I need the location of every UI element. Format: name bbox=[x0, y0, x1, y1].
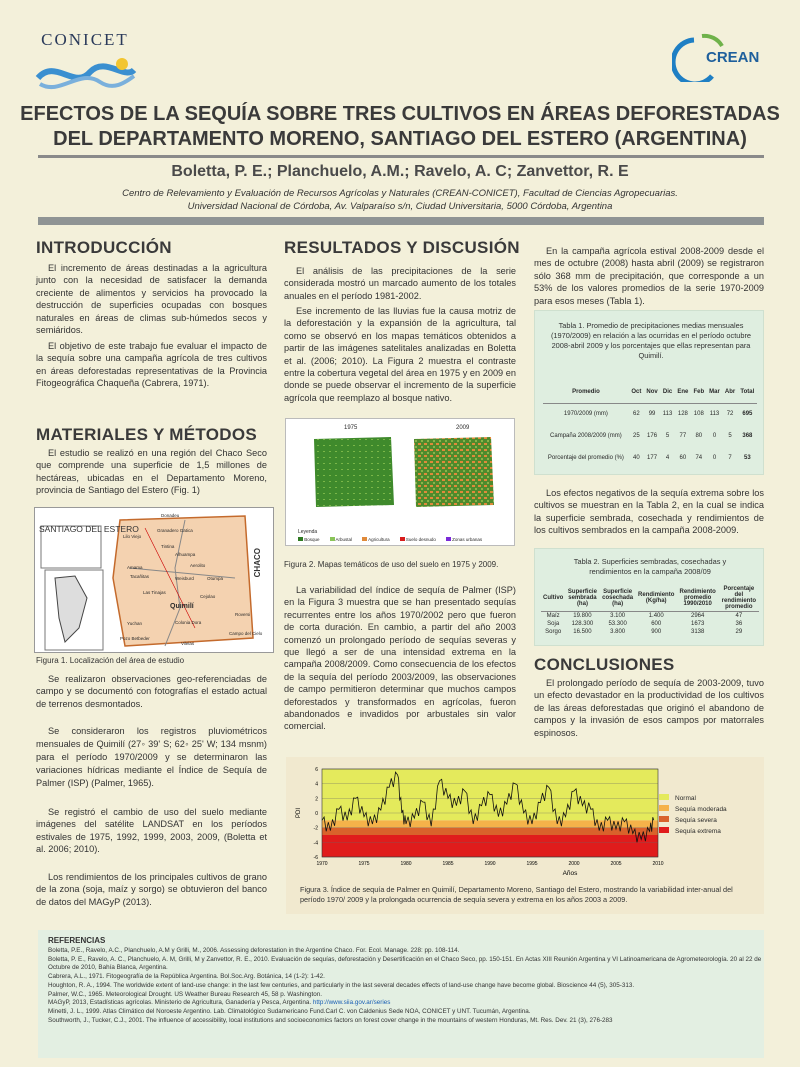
fig2-legend bbox=[298, 537, 482, 542]
map-year-2009: 2009 bbox=[456, 425, 470, 431]
table-cell: 80 bbox=[695, 433, 703, 439]
x-tick-label: 1985 bbox=[442, 861, 454, 867]
table-header-cell: Superficie sembrada (ha) bbox=[565, 585, 599, 612]
band-sequía-extrema bbox=[322, 835, 658, 857]
col3-paragraph-2: Los efectos negativos de la sequía extrema sobre los cultivos se muestran en la Tabla 2, en la cual se indica la superficie sembrada, cosechada y rendimientos de los cultivos sembrados en la campaña 2008-2009. bbox=[534, 488, 764, 536]
reference-item: Minetti, J. L., 1999. Atlas Climático del Noroeste Argentino. Lab. Climatológico Sudamericano Fund.Carl C. von Caldenius Sede NOA, CONICET y UNT. Tucumán, Argentina. bbox=[48, 1007, 531, 1015]
y-tick-label: -6 bbox=[313, 855, 318, 861]
poster-title: EFECTOS DE LA SEQUÍA SOBRE TRES CULTIVOS EN ÁREAS DEFORESTADAS DEL DEPARTAMENTO MORENO, SANTIAGO DEL ESTERO (ARGENTINA) bbox=[20, 103, 780, 150]
x-tick-label: 1975 bbox=[358, 861, 370, 867]
x-tick-label: 1970 bbox=[316, 861, 328, 867]
figure-3-box bbox=[286, 757, 764, 914]
fig2-legend-title: Leyenda bbox=[298, 529, 318, 535]
x-axis-label: Años bbox=[562, 870, 578, 877]
pdi-legend bbox=[659, 793, 727, 837]
table-cell: 19.800 bbox=[573, 613, 592, 619]
table-cell: 3138 bbox=[690, 629, 705, 635]
legend-item: Agricultura bbox=[362, 537, 390, 542]
table-cell: 177 bbox=[647, 455, 658, 461]
legend-item: Suelo desnudo bbox=[400, 537, 436, 542]
table-header-cell: Dic bbox=[660, 381, 675, 403]
map-chaco-label: CHACO bbox=[253, 548, 262, 578]
table-2-box bbox=[534, 548, 764, 646]
svg-text:CREAN: CREAN bbox=[706, 49, 760, 66]
table-cell: 4 bbox=[665, 455, 670, 461]
map-town: Lilo Viejo bbox=[123, 534, 142, 539]
table-row bbox=[543, 403, 757, 425]
x-tick-label: 2000 bbox=[568, 861, 580, 867]
table-1-box bbox=[534, 310, 764, 475]
y-tick-label: 0 bbox=[315, 811, 318, 817]
reference-item: MAGyP, 2013, Estadísticas agrícolas. Ministerio de Agricultura, Ganadería y Pesca, Argentina. http://www.siia.gov.ar/series bbox=[48, 999, 391, 1007]
table-cell: Porcentaje del promedio (%) bbox=[547, 455, 624, 461]
table-header-cell: Superficie cosechada (ha) bbox=[600, 585, 636, 612]
table-cell: 1673 bbox=[690, 621, 705, 627]
y-tick-label: 6 bbox=[315, 767, 318, 773]
table-cell: 176 bbox=[647, 433, 658, 439]
table-cell: 5 bbox=[728, 433, 732, 439]
table-cell: 600 bbox=[651, 621, 662, 627]
table-cell: 62 bbox=[632, 411, 640, 418]
map-town: Tacañitas bbox=[130, 574, 150, 579]
x-tick-label: 1980 bbox=[400, 861, 412, 867]
table-cell: 2964 bbox=[690, 613, 705, 619]
map-town: Las Tinajas bbox=[143, 590, 166, 595]
reference-item: Cabrera, A.L., 1971. Fitogeografía de la República Argentina. Bol.Soc.Arg. Botánica, 14 (1-2): 1-42. bbox=[48, 973, 325, 981]
methods-paragraph-1: El estudio se realizó en una región del Chaco Seco que comprende una superficie de 1,5 millones de hectáreas, ubicadas en el Departamento Moreno, provincia de Santiago del Estero (Fig. 1) bbox=[36, 448, 267, 496]
reference-link[interactable]: http://www.siia.gov.ar/series bbox=[311, 999, 391, 1007]
table-header-cell: Ene bbox=[675, 381, 691, 403]
legend-label: Sequía severa bbox=[675, 817, 717, 824]
conicet-emblem-icon bbox=[30, 50, 140, 98]
authors: Boletta, P. E.; Planchuelo, A.M.; Ravelo, A. C; Zanvettor, R. E bbox=[171, 163, 629, 180]
table-row bbox=[541, 612, 759, 621]
conclusions-heading: CONCLUSIONES bbox=[534, 655, 675, 674]
map-title: SANTIAGO DEL ESTERO bbox=[39, 524, 139, 534]
map-town: Colonia Dora bbox=[175, 620, 202, 625]
results-paragraph-3: La variabilidad del índice de sequía de Palmer (ISP) en la Figura 3 muestra que se han presentado sequías recurrentes entre los años 1970/2002 pero que fueron de corta duración. En cambio, a partir del año 2003 comenzó un prolongado período de sequías severas y que llegó a ser de una intensidad extrema en la campaña 2008/2009. Como consecuencia de los efectos de la sequía del período 2003/2009, las observaciones de campo permitieron determinar que muchos campos deforestados y transformados en agrícolas, fueron abandonados e invadidos por arbustales sin valor comercial. bbox=[284, 585, 516, 732]
results-paragraph-2: Ese incremento de las lluvias fue la causa motriz de la deforestación y la expansión de la agricultura, tal como se observó en los mapas temáticos obtenidos a partir de las imágenes satelitales analizadas en Boletta et al. (2006; 2010). La Figura 2 muestra el contraste entre la cobertura vegetal del área en 1975 y en 2009 en donde se puede observar el incremento de la superficie agrícola que reemplazo al bosque nativo. bbox=[284, 306, 516, 403]
table-cell: 108 bbox=[693, 411, 704, 418]
table-cell: 99 bbox=[648, 411, 656, 418]
table-row bbox=[543, 447, 757, 469]
map-town: Pozo Betbeder bbox=[120, 636, 150, 641]
table-1-caption: Tabla 1. Promedio de precipitaciones medias mensuales (1970/2009) en relación a las ocurridas en el período octubre 2008-abril 2009 y los porcentajes que ellas representan para Quimilí. bbox=[550, 321, 752, 360]
map-town: Yuchan bbox=[127, 621, 143, 626]
y-axis-label: PDI bbox=[296, 807, 302, 819]
legend-swatch bbox=[659, 827, 669, 833]
legend-item: Arbustal bbox=[330, 537, 353, 542]
legend-swatch bbox=[659, 816, 669, 822]
location-map bbox=[34, 507, 274, 653]
map-town: Cejolao bbox=[200, 594, 216, 599]
map-town: Donadeu bbox=[161, 513, 180, 518]
legend-item: Zonas urbanas bbox=[446, 537, 482, 542]
affiliation-line-1: Centro de Relevamiento y Evaluación de Recursos Agrícolas y Naturales (CREAN-CONICET), Facultad de Ciencias Agropecuarias. bbox=[122, 188, 678, 199]
table-header-cell: Rendimiento promedio 1990/2010 bbox=[677, 585, 719, 612]
reference-item: Houghton, R. A., 1994. The worldwide extent of land-use change: in the last few centuries, and particularly in the last several decades effects of land-use change have become global. Bioscience 44 (5), 305-313. bbox=[48, 981, 635, 989]
table-cell: 0 bbox=[712, 455, 717, 461]
map-year-1975: 1975 bbox=[344, 425, 358, 431]
legend-item: Bosque bbox=[298, 537, 320, 542]
table-cell: 60 bbox=[679, 455, 687, 461]
table-header-cell: Cultivo bbox=[541, 585, 565, 612]
table-header-cell: Promedio bbox=[543, 381, 629, 403]
y-tick-label: 2 bbox=[315, 796, 318, 803]
conclusions-text: El prolongado período de sequía de 2003-2009, tuvo un efecto devastador en la productividad de los cultivos de las áreas deforestadas que originó el abandono de campos y la invasión de esos campos por matorrales espinosos. bbox=[534, 678, 764, 738]
table-cell: Maíz bbox=[546, 613, 560, 619]
conicet-wordmark: CONICET bbox=[41, 30, 129, 49]
intro-paragraph-1: El incremento de áreas destinadas a la agricultura junto con la necesidad de satisfacer la demanda creciente de alimentos y servicios ha provocado la destrucción de superficies ocupadas con bosques naturales en áreas de climas sub-húmedos secos y semiáridos. bbox=[36, 263, 267, 336]
table-cell: 1.400 bbox=[648, 613, 664, 619]
table-cell: 128.300 bbox=[571, 621, 594, 627]
table-cell: 368 bbox=[742, 433, 753, 439]
map-town: Vilelas bbox=[181, 641, 195, 646]
table-cell: 3.800 bbox=[610, 629, 626, 635]
table-header-cell: Total bbox=[738, 381, 757, 403]
pdi-legend-item bbox=[659, 826, 727, 837]
table-cell: 47 bbox=[735, 613, 743, 619]
map-town: Alhuampa bbox=[175, 552, 196, 557]
intro-paragraph-2: El objetivo de este trabajo fue evaluar el impacto de la sequía sobre una campaña agrícola de tres cultivos en áreas deforestadas representativas de la Provincia Fitogeográfica Chaqueña (Cabrera, 1971). bbox=[36, 341, 267, 389]
table-cell: 113 bbox=[709, 411, 720, 418]
map-town: Amama bbox=[127, 565, 143, 570]
table-header-cell: Oct bbox=[629, 381, 644, 403]
map-town: Tintina bbox=[161, 544, 175, 549]
references-heading: REFERENCIAS bbox=[48, 936, 106, 945]
table-header-cell: Nov bbox=[644, 381, 660, 403]
affiliation-line-2: Universidad Nacional de Córdoba, Av. Valparaíso s/n, Ciudad Universitaria, 5000 Córdoba, Argentina bbox=[187, 201, 613, 212]
table-cell: Campaña 2008/2009 (mm) bbox=[550, 433, 622, 439]
reference-item: Boletta, P. E., Ravelo, A. C., Planchuelo, A. M, Grilli, M y Zanvettor, R. E., 2010. Evaluación de sequías, deforestación y Desertificación en el Chaco Seco, pp. 150-151. En Actas XIII Reunión Argentina y VI Latinoamericana de Agrometeorología. 20 al 22 de Octubre de 2010, Bahía Blanca, Argentina. bbox=[48, 955, 762, 972]
methods-paragraph-3: Se consideraron los registros pluviométricos mensuales de Quimilí (27◦ 39' S; 62◦ 25' W; 134 msnm) para el período 1970/2009 y se determinaron las variaciones hídricas mediante el Índice de Sequía de Palmer (ISP) (Palmer, 1965). bbox=[36, 726, 267, 788]
table-2-caption: Tabla 2. Superficies sembradas, cosechadas y rendimientos en la campaña 2008/09 bbox=[573, 557, 727, 576]
table-cell: 113 bbox=[662, 411, 673, 418]
col3-paragraph-1: En la campaña agrícola estival 2008-2009 desde el mes de octubre (2008) hasta abril (2009) se registraron sólo 368 mm de precipitación, que corresponde a un 53% de los valores promedios de la serie 1970-2009 para esos meses (Tabla 1). bbox=[534, 246, 764, 306]
pdi-legend-item bbox=[659, 804, 727, 815]
table-cell: 29 bbox=[735, 629, 743, 635]
intro-heading: INTRODUCCIÓN bbox=[36, 238, 172, 257]
land-use-maps bbox=[285, 418, 515, 546]
table-cell: 53 bbox=[744, 455, 751, 461]
table-cell: 900 bbox=[651, 629, 662, 635]
table-cell: 7 bbox=[728, 455, 732, 461]
table-2 bbox=[541, 585, 759, 636]
table-cell: 53.300 bbox=[608, 621, 627, 627]
table-cell: Soja bbox=[547, 621, 560, 627]
table-row bbox=[543, 425, 757, 447]
y-tick-label: -4 bbox=[313, 840, 318, 847]
legend-label: Sequía extrema bbox=[675, 828, 721, 835]
map-town-quimili: Quimilí bbox=[170, 603, 194, 610]
legend-swatch bbox=[659, 805, 669, 811]
header-band bbox=[38, 217, 764, 225]
title-divider bbox=[38, 155, 764, 158]
figure-2-caption: Figura 2. Mapas temáticos de uso del suelo en 1975 y 2009. bbox=[284, 560, 499, 569]
reference-item: Boletta, P.E., Ravelo, A.C., Planchuelo, A.M y Grilli, M., 2006. Assessing deforestation in the Argentine Chaco. For. Ecol. Manage. 228: pp. 108-114. bbox=[48, 947, 460, 954]
band-sequía-severa bbox=[322, 828, 658, 835]
table-cell: 74 bbox=[695, 455, 703, 461]
table-cell: 36 bbox=[735, 621, 743, 627]
table-header-cell: Rendimiento (Kg/ha) bbox=[636, 585, 677, 612]
y-tick-label: -2 bbox=[313, 825, 318, 832]
table-cell: 72 bbox=[726, 411, 734, 418]
map-town: Roversi bbox=[235, 612, 251, 617]
x-tick-label: 2005 bbox=[610, 861, 622, 867]
table-cell: 695 bbox=[742, 411, 753, 418]
table-cell: 3.100 bbox=[610, 613, 626, 619]
table-cell: 77 bbox=[679, 433, 687, 439]
reference-item: Southworth, J., Tucker, C.J., 2001. The influence of accessibility, local institutions and socioeconomics factors on forest cover change in the mountains of western Honduras, Mt. Res. Dev. 21 (3), 276-283 bbox=[48, 1016, 613, 1024]
table-cell: 40 bbox=[632, 455, 640, 461]
crean-logo bbox=[672, 32, 772, 82]
table-cell: Sorgo bbox=[545, 629, 562, 635]
table-header-cell: Porcentaje del rendimiento promedio bbox=[719, 585, 759, 612]
results-paragraph-1: El análisis de las precipitaciones de la serie considerada mostró un marcado aumento de los totales anuales en el período 1981-2002. bbox=[284, 266, 516, 301]
map-town: Campo del Cielo bbox=[229, 631, 263, 636]
affiliation bbox=[20, 187, 780, 213]
legend-swatch bbox=[659, 794, 669, 800]
table-header-cell: Abr bbox=[722, 381, 737, 403]
table-cell: 0 bbox=[712, 433, 717, 439]
table-header-cell: Mar bbox=[707, 381, 723, 403]
figure-3-caption: Figura 3. Índice de sequía de Palmer en Quimilí, Departamento Moreno, Santiago del Estero, mostrando la variabilidad inter-anual del período 1970/ 2009 y la prolongada ocurrencia de sequía severa y extrema en los años 2003 a 2009. bbox=[300, 885, 733, 904]
reference-item: Palmer, W.C., 1965. Meteorological Drought. US Weather Bureau Research 45, 58 p. Washington. bbox=[48, 990, 323, 998]
references-box bbox=[38, 930, 764, 1058]
pdi-legend-item bbox=[659, 815, 727, 826]
x-tick-label: 1990 bbox=[484, 861, 496, 867]
x-tick-label: 1995 bbox=[526, 861, 538, 867]
table-header-cell: Feb bbox=[691, 381, 707, 403]
conicet-logo bbox=[30, 30, 140, 103]
x-tick-label: 2010 bbox=[652, 861, 664, 867]
figure-1-caption: Figura 1. Localización del área de estudio bbox=[36, 656, 185, 665]
table-row bbox=[541, 628, 759, 636]
map-town: Aerolito bbox=[190, 563, 206, 568]
table-cell: 128 bbox=[677, 411, 688, 418]
map-town: Otumpa bbox=[207, 576, 224, 581]
methods-paragraph-4: Se registró el cambio de uso del suelo mediante imágenes del satélite LANDSAT en los períodos estivales de 1975, 1992, 1999, 2003, 2009, (Boletta et al. 2006; 2010). bbox=[36, 807, 267, 855]
table-row bbox=[541, 620, 759, 628]
legend-label: Sequía moderada bbox=[675, 806, 727, 813]
pdi-legend-item bbox=[659, 793, 727, 804]
results-heading: RESULTADOS Y DISCUSIÓN bbox=[284, 238, 520, 257]
table-cell: 16.500 bbox=[573, 629, 592, 635]
methods-heading: MATERIALES Y MÉTODOS bbox=[36, 425, 258, 444]
map-town: Weisburd bbox=[175, 576, 194, 581]
methods-paragraph-2: Se realizaron observaciones geo-referenciadas de campo y se documentó con fotografías el estado actual de terrenos desmontados. bbox=[36, 674, 267, 709]
y-tick-label: 4 bbox=[315, 781, 318, 788]
map-town: Granadero Gatica bbox=[157, 528, 193, 533]
table-cell: 25 bbox=[632, 433, 640, 439]
table-cell: 1970/2009 (mm) bbox=[563, 411, 608, 418]
table-1 bbox=[543, 381, 757, 469]
legend-label: Normal bbox=[675, 795, 696, 802]
methods-paragraph-5: Los rendimientos de los principales cultivos de grano de la zona (soja, maíz y sorgo) se obtuvieron del banco de datos del MAGyP (2013). bbox=[36, 872, 267, 907]
table-cell: 5 bbox=[665, 433, 670, 439]
